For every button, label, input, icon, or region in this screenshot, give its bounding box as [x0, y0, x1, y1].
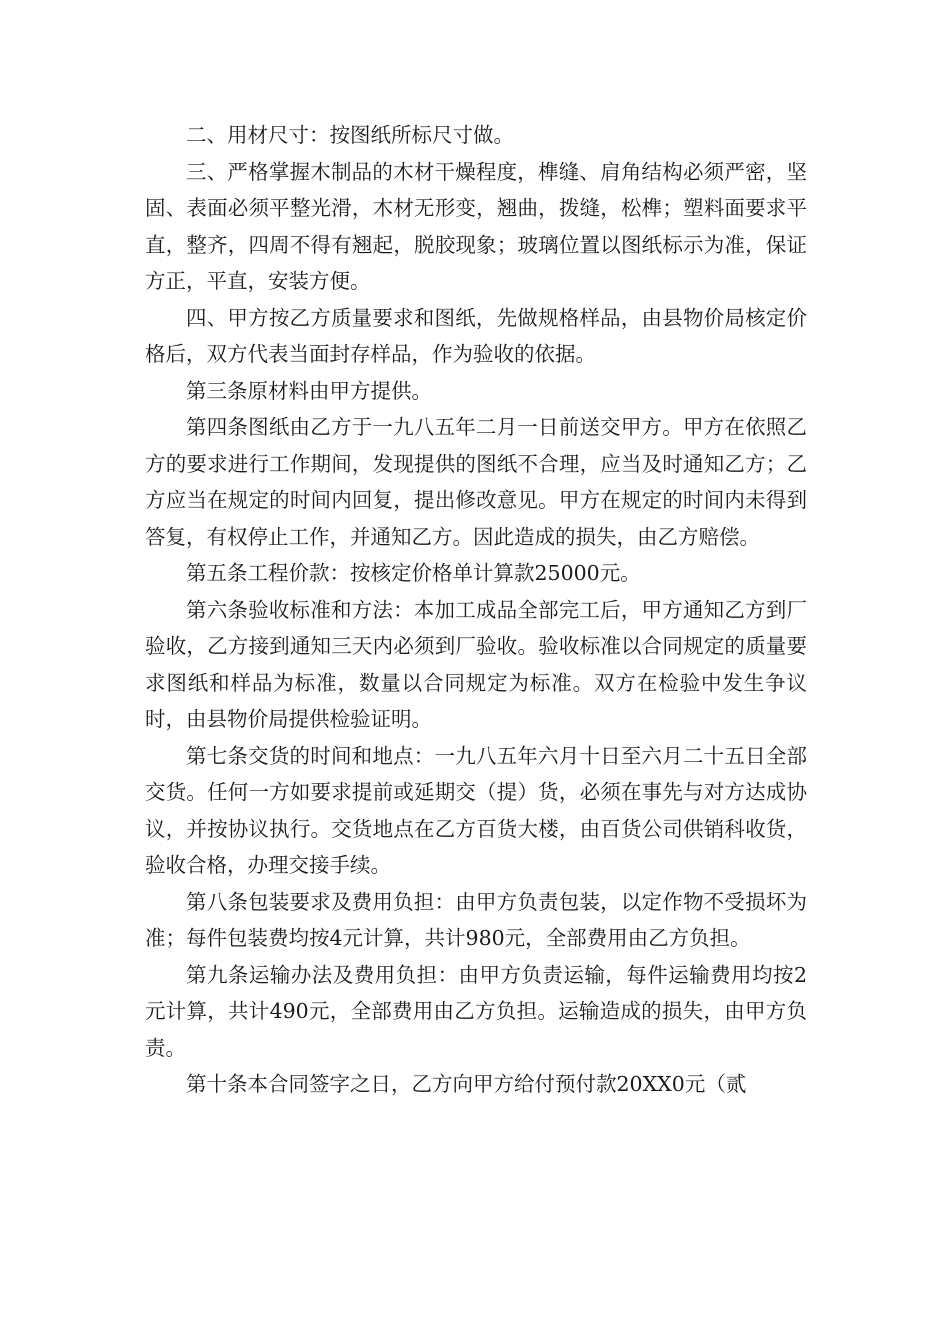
document-body	[145, 117, 807, 1103]
paragraph-article-5: 第五条工程价款：按核定价格单计算款25000元。	[186, 561, 641, 585]
paragraph-wood-quality: 三、严格掌握木制品的木材干燥程度，榫缝、肩角结构必须严密，坚固、表面必须平整光滑，木材无形变，翘曲，拨缝，松榫；塑料面要求平直，整齐，四周不得有翘起，脱胶现象；玻璃位置以图纸标示为准，保证方正，平直，安装方便。	[145, 159, 807, 293]
paragraph-article-7: 第七条交货的时间和地点：一九八五年六月十日至六月二十五日全部交货。任何一方如要求提前或延期交（提）货，必须在事先与对方达成协议，并按协议执行。交货地点在乙方百货大楼，由百货公司供销科收货，验收合格，办理交接手续。	[145, 743, 807, 877]
paragraph-article-6: 第六条验收标准和方法：本加工成品全部完工后，甲方通知乙方到厂验收，乙方接到通知三天内必须到厂验收。验收标准以合同规定的质量要求图纸和样品为标准，数量以合同规定为标准。双方在检验中发生争议时，由县物价局提供检验证明。	[145, 597, 807, 731]
paragraph-article-4: 第四条图纸由乙方于一九八五年二月一日前送交甲方。甲方在依照乙方的要求进行工作期间，发现提供的图纸不合理，应当及时通知乙方；乙方应当在规定的时间内回复，提出修改意见。甲方在规定的时间内未得到答复，有权停止工作，并通知乙方。因此造成的损失，由乙方赔偿。	[145, 415, 807, 549]
paragraph-material-size: 二、用材尺寸：按图纸所标尺寸做。	[186, 123, 514, 147]
paragraph-article-8: 第八条包装要求及费用负担：由甲方负责包装，以定作物不受损坏为准；每件包装费均按4元计算，共计980元，全部费用由乙方负担。	[145, 889, 807, 950]
paragraph-sample: 四、甲方按乙方质量要求和图纸，先做规格样品，由县物价局核定价格后，双方代表当面封存样品，作为验收的依据。	[145, 305, 807, 366]
paragraph-article-9: 第九条运输办法及费用负担：由甲方负责运输，每件运输费用均按2元计算，共计490元，全部费用由乙方负担。运输造成的损失，由甲方负责。	[145, 962, 807, 1060]
paragraph-article-3: 第三条原材料由甲方提供。	[186, 378, 432, 403]
paragraph-article-10: 第十条本合同签字之日，乙方向甲方给付预付款20XX0元（贰	[186, 1072, 747, 1096]
